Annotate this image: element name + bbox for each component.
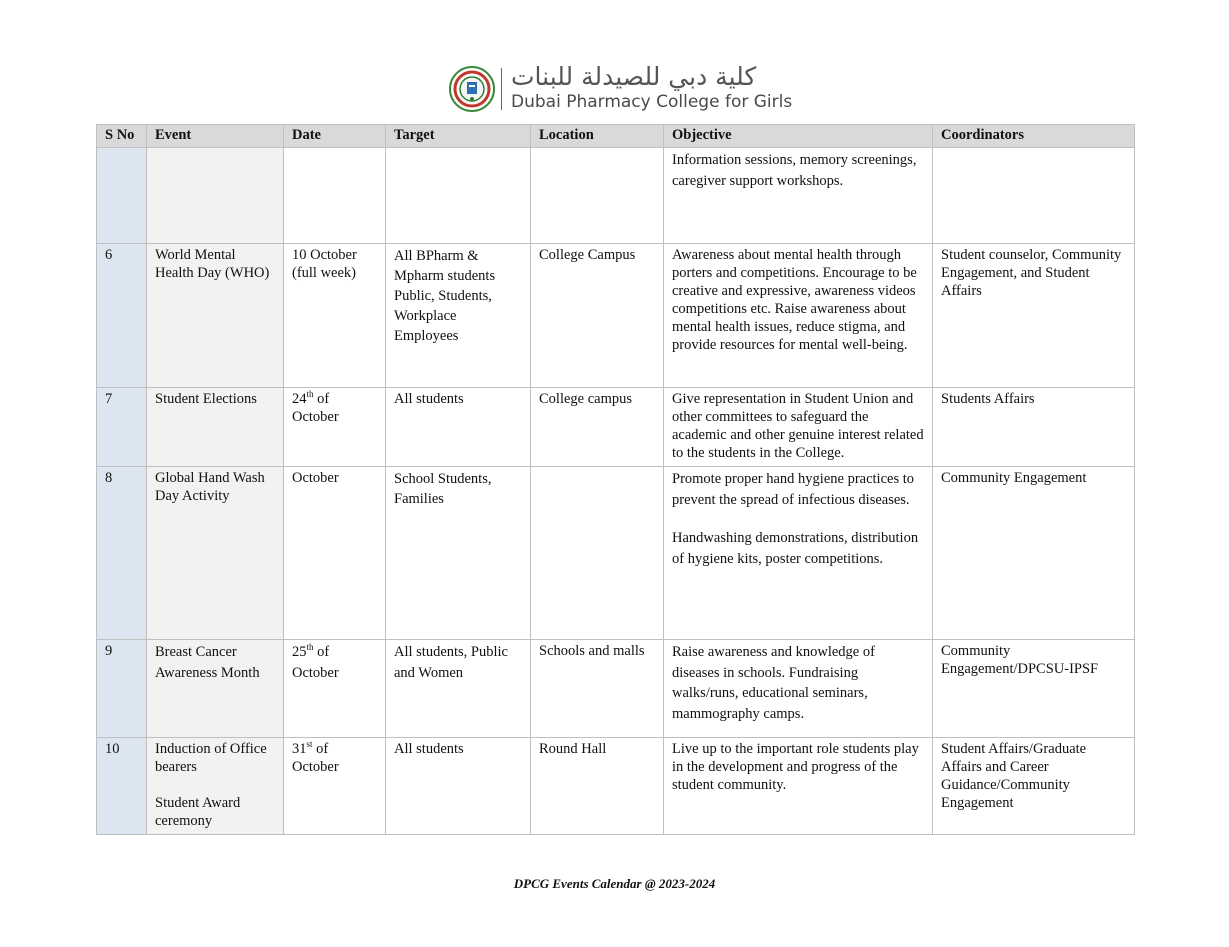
date-suffix: th [306,389,314,400]
cell-sno: 8 [97,467,147,640]
table-row [97,244,1135,388]
college-name-arabic: كلية دبي للصيدلة للبنات [511,62,757,91]
page-footer: DPCG Events Calendar @ 2023-2024 [513,876,716,891]
cell-date [284,148,386,244]
cell-coordinators: Students Affairs [933,388,1135,467]
cell-coordinators: Student counselor, Community Engagement, and Student Affairs [933,244,1135,388]
header-sno: S No [97,125,147,148]
header-date: Date [284,125,386,148]
cell-date [284,388,386,467]
cell-coordinators [933,148,1135,244]
cell-objective: Awareness about mental health through porters and competitions. Encourage to be creative and expressive, awareness videos competitions etc. Raise awareness about mental health issues, reduce stigma, and provide resources for mental well-being. [664,244,933,388]
cell-target: All students, Public and Women [386,640,531,738]
event-extra-text: Student Award ceremony [155,795,241,829]
objective-text: Information sessions, memory screenings, caregiver support workshops. [672,152,917,189]
cell-sno: 9 [97,640,147,738]
header-divider [501,68,502,110]
cell-objective: Give representation in Student Union and other committees to safeguard the academic and other genuine interest related to the students in the College. [664,388,933,467]
date-suffix: st [306,739,313,750]
cell-sno: 10 [97,738,147,835]
events-table [96,124,1135,835]
date-day: 31 [292,741,307,757]
cell-sno: 7 [97,388,147,467]
cell-date: 10 October (full week) [284,244,386,388]
college-name: Dubai Pharmacy College for Girls [511,92,793,112]
cell-event: Global Hand Wash Day Activity [147,467,284,640]
date-month: of October [292,391,339,425]
table-header-row [97,125,1135,148]
cell-target: All BPharm & Mpharm students Public, Students, Workplace Employees [386,244,531,388]
header-location: Location [531,125,664,148]
cell-location: College Campus [531,244,664,388]
cell-objective [664,467,933,640]
cell-objective: Raise awareness and knowledge of diseases in schools. Fundraising walks/runs, educational seminars, mammography camps. [664,640,933,738]
date-day: 25 [292,644,307,660]
header-objective: Objective [664,125,933,148]
header-coordinators: Coordinators [933,125,1135,148]
table-row [97,388,1135,467]
event-text: Induction of Office bearers [155,741,267,775]
page-header [449,62,793,116]
cell-location: Schools and malls [531,640,664,738]
cell-sno: 6 [97,244,147,388]
cell-event [147,148,284,244]
date-month: of October [292,644,339,681]
cell-target: All students [386,738,531,835]
cell-objective: Live up to the important role students play in the development and progress of the student community. [664,738,933,835]
college-logo [449,66,495,112]
cell-coordinators: Student Affairs/Graduate Affairs and Career Guidance/Community Engagement [933,738,1135,835]
cell-location [531,467,664,640]
objective-text: Promote proper hand hygiene practices to prevent the spread of infectious diseases. [672,471,914,508]
cell-coordinators: Community Engagement [933,467,1135,640]
cell-date: October [284,467,386,640]
cell-event: Breast Cancer Awareness Month [147,640,284,738]
cell-sno [97,148,147,244]
cell-event [147,738,284,835]
cell-event: World Mental Health Day (WHO) [147,244,284,388]
objective-extra-text: Handwashing demonstrations, distribution of hygiene kits, poster competitions. [672,530,919,567]
cell-date [284,640,386,738]
table-row [97,467,1135,640]
cell-target [386,148,531,244]
header-event: Event [147,125,284,148]
cell-location: Round Hall [531,738,664,835]
date-month: of October [292,741,339,775]
table-row [97,640,1135,738]
cell-location: College campus [531,388,664,467]
table-row [97,738,1135,835]
cell-target: All students [386,388,531,467]
cell-date [284,738,386,835]
cell-objective [664,148,933,244]
cell-coordinators: Community Engagement/DPCSU-IPSF [933,640,1135,738]
date-suffix: th [306,642,314,653]
cell-location [531,148,664,244]
date-day: 24 [292,391,307,407]
header-target: Target [386,125,531,148]
table-row [97,148,1135,244]
cell-event: Student Elections [147,388,284,467]
cell-target: School Students, Families [386,467,531,640]
